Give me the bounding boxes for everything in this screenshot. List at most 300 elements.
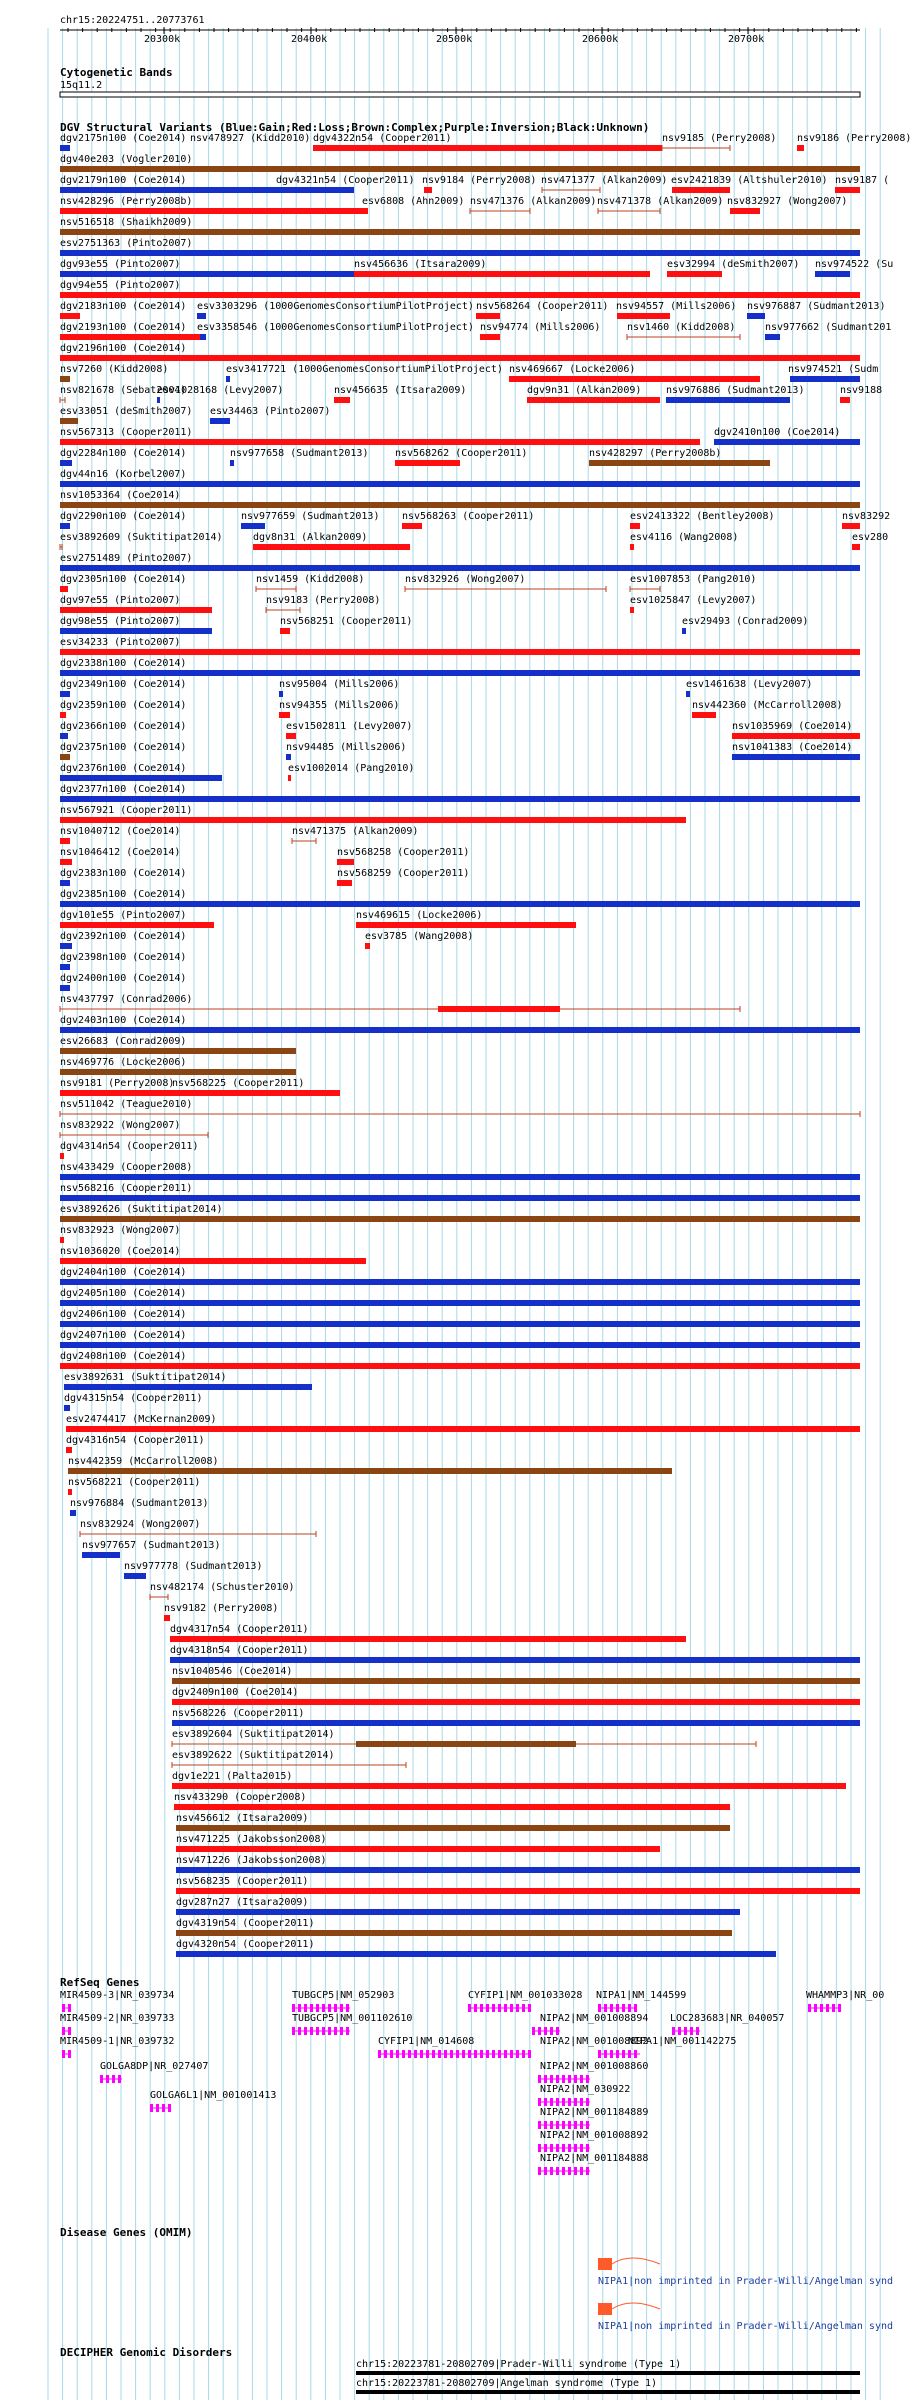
gene-exon[interactable] <box>544 2027 547 2035</box>
gene-exon[interactable] <box>522 2050 525 2058</box>
dgv-variant-label[interactable]: nsv1046412 (Coe2014) <box>60 847 181 858</box>
dgv-variant-label[interactable]: nsv471376 (Alkan2009) <box>470 196 597 207</box>
dgv-variant-bar[interactable] <box>667 271 722 277</box>
dgv-variant-label[interactable]: nsv974522 (Su <box>815 259 894 270</box>
dgv-variant-label[interactable]: nsv1040546 (Coe2014) <box>172 1666 293 1677</box>
dgv-variant-label[interactable]: dgv40e203 (Vogler2010) <box>60 154 193 165</box>
gene-exon[interactable] <box>68 2004 71 2012</box>
dgv-variant-bar[interactable] <box>60 502 860 508</box>
dgv-variant-label[interactable]: dgv8n31 (Alkan2009) <box>253 532 368 543</box>
gene-exon[interactable] <box>538 2144 541 2152</box>
dgv-variant-bar[interactable] <box>60 481 860 487</box>
dgv-variant-label[interactable]: dgv4322n54 (Cooper2011) <box>313 133 452 144</box>
dgv-variant-bar[interactable] <box>666 397 790 403</box>
gene-exon[interactable] <box>316 2004 319 2012</box>
gene-exon[interactable] <box>616 2050 619 2058</box>
refseq-gene-label[interactable]: NIPA2|NM_001008894 <box>540 2013 649 2024</box>
dgv-variant-bar[interactable] <box>60 1195 860 1201</box>
gene-exon[interactable] <box>574 2075 577 2083</box>
gene-exon[interactable] <box>334 2027 337 2035</box>
dgv-variant-bar[interactable] <box>424 187 432 193</box>
dgv-variant-label[interactable]: nsv567313 (Cooper2011) <box>60 427 193 438</box>
decipher-disorder-bar[interactable] <box>356 2390 860 2394</box>
gene-exon[interactable] <box>510 2004 513 2012</box>
dgv-variant-label[interactable]: nsv442359 (McCarroll2008) <box>68 1456 219 1467</box>
dgv-variant-label[interactable]: dgv2284n100 (Coe2014) <box>60 448 187 459</box>
gene-exon[interactable] <box>414 2050 417 2058</box>
dgv-variant-label[interactable]: dgv2400n100 (Coe2014) <box>60 973 187 984</box>
dgv-variant-bar[interactable] <box>253 544 410 550</box>
gene-exon[interactable] <box>62 2027 65 2035</box>
dgv-variant-label[interactable]: nsv568259 (Cooper2011) <box>337 868 470 879</box>
dgv-variant-label[interactable]: dgv2193n100 (Coe2014) <box>60 322 187 333</box>
dgv-variant-label[interactable]: esv26683 (Conrad2009) <box>60 1036 187 1047</box>
dgv-variant-bar[interactable] <box>527 397 660 403</box>
gene-exon[interactable] <box>292 2004 295 2012</box>
refseq-gene-label[interactable]: MIR4509-1|NR_039732 <box>60 2036 175 2047</box>
gene-exon[interactable] <box>690 2027 693 2035</box>
gene-exon[interactable] <box>492 2050 495 2058</box>
dgv-variant-label[interactable]: nsv568264 (Cooper2011) <box>476 301 609 312</box>
gene-exon[interactable] <box>556 2075 559 2083</box>
gene-exon[interactable] <box>684 2027 687 2035</box>
dgv-variant-bar[interactable] <box>365 943 370 949</box>
gene-exon[interactable] <box>346 2027 349 2035</box>
dgv-variant-label[interactable]: dgv2403n100 (Coe2014) <box>60 1015 187 1026</box>
gene-exon[interactable] <box>580 2121 583 2129</box>
dgv-variant-bar[interactable] <box>68 1468 672 1474</box>
dgv-variant-label[interactable]: nsv977658 (Sudmant2013) <box>230 448 369 459</box>
dgv-variant-bar[interactable] <box>64 1384 312 1390</box>
dgv-variant-label[interactable]: dgv2404n100 (Coe2014) <box>60 1267 187 1278</box>
dgv-variant-label[interactable]: dgv2376n100 (Coe2014) <box>60 763 187 774</box>
dgv-variant-bar[interactable] <box>835 187 860 193</box>
refseq-gene-label[interactable]: GOLGA6L1|NM_001001413 <box>150 2090 277 2101</box>
dgv-variant-label[interactable]: dgv101e55 (Pinto2007) <box>60 910 187 921</box>
dgv-variant-label[interactable]: nsv456635 (Itsara2009) <box>334 385 467 396</box>
dgv-variant-label[interactable]: nsv9186 (Perry2008) <box>797 133 911 144</box>
dgv-variant-bar[interactable] <box>60 565 860 571</box>
gene-exon[interactable] <box>68 2027 71 2035</box>
dgv-variant-label[interactable]: dgv287n27 (Itsara2009) <box>176 1897 309 1908</box>
dgv-variant-bar[interactable] <box>509 376 760 382</box>
refseq-gene-label[interactable]: NIPA2|NM_030922 <box>540 2084 631 2095</box>
dgv-variant-label[interactable]: nsv471377 (Alkan2009) <box>541 175 668 186</box>
dgv-variant-label[interactable]: dgv2359n100 (Coe2014) <box>60 700 187 711</box>
gene-exon[interactable] <box>156 2104 159 2112</box>
dgv-variant-bar[interactable] <box>630 607 634 613</box>
dgv-variant-bar[interactable] <box>60 460 72 466</box>
dgv-variant-bar[interactable] <box>354 271 650 277</box>
gene-exon[interactable] <box>162 2104 165 2112</box>
dgv-variant-bar[interactable] <box>732 733 860 739</box>
dgv-variant-label[interactable]: nsv428296 (Perry2008b) <box>60 196 193 207</box>
dgv-variant-bar[interactable] <box>714 439 860 445</box>
gene-exon[interactable] <box>580 2098 583 2106</box>
dgv-variant-label[interactable]: dgv4321n54 (Cooper2011) <box>276 175 415 186</box>
gene-exon[interactable] <box>826 2004 829 2012</box>
dgv-variant-label[interactable]: nsv1460 (Kidd2008) <box>627 322 736 333</box>
gene-exon[interactable] <box>628 2050 631 2058</box>
gene-exon[interactable] <box>586 2075 589 2083</box>
gene-exon[interactable] <box>538 2167 541 2175</box>
refseq-gene-label[interactable]: NIPA1|NM_144599 <box>596 1990 687 2001</box>
gene-exon[interactable] <box>586 2144 589 2152</box>
gene-exon[interactable] <box>390 2050 393 2058</box>
gene-exon[interactable] <box>538 2121 541 2129</box>
dgv-variant-label[interactable]: nsv9183 (Perry2008) <box>266 595 381 606</box>
gene-exon[interactable] <box>334 2004 337 2012</box>
dgv-variant-bar[interactable] <box>172 1783 846 1789</box>
dgv-variant-label[interactable]: nsv832923 (Wong2007) <box>60 1225 181 1236</box>
gene-exon[interactable] <box>504 2004 507 2012</box>
gene-exon[interactable] <box>304 2027 307 2035</box>
dgv-variant-label[interactable]: esv1502811 (Levy2007) <box>286 721 413 732</box>
gene-exon[interactable] <box>396 2050 399 2058</box>
dgv-variant-bar[interactable] <box>60 943 72 949</box>
gene-exon[interactable] <box>432 2050 435 2058</box>
dgv-variant-label[interactable]: nsv568225 (Cooper2011) <box>172 1078 305 1089</box>
refseq-gene-label[interactable]: MIR4509-3|NR_039734 <box>60 1990 175 2001</box>
dgv-variant-label[interactable]: esv2421839 (Altshuler2010) <box>671 175 828 186</box>
dgv-variant-label[interactable]: dgv1e221 (Palta2015) <box>172 1771 293 1782</box>
gene-exon[interactable] <box>568 2075 571 2083</box>
dgv-variant-bar[interactable] <box>286 754 291 760</box>
dgv-variant-bar[interactable] <box>60 250 860 256</box>
dgv-variant-bar[interactable] <box>630 544 634 550</box>
dgv-variant-label[interactable]: nsv976884 (Sudmant2013) <box>70 1498 209 1509</box>
dgv-variant-label[interactable]: dgv2196n100 (Coe2014) <box>60 343 187 354</box>
dgv-variant-label[interactable]: dgv4318n54 (Cooper2011) <box>170 1645 309 1656</box>
dgv-variant-label[interactable]: nsv1040712 (Coe2014) <box>60 826 181 837</box>
dgv-variant-bar[interactable] <box>60 649 860 655</box>
refseq-gene-label[interactable]: TUBGCP5|NM_052903 <box>292 1990 395 2001</box>
dgv-variant-bar[interactable] <box>60 1258 366 1264</box>
gene-exon[interactable] <box>580 2075 583 2083</box>
gene-exon[interactable] <box>550 2098 553 2106</box>
dgv-variant-bar[interactable] <box>732 754 860 760</box>
gene-exon[interactable] <box>832 2004 835 2012</box>
gene-exon[interactable] <box>474 2050 477 2058</box>
dgv-variant-label[interactable]: esv3785 (Wang2008) <box>365 931 474 942</box>
dgv-variant-bar[interactable] <box>313 145 662 151</box>
dgv-variant-label[interactable]: nsv568235 (Cooper2011) <box>176 1876 309 1887</box>
gene-exon[interactable] <box>672 2027 675 2035</box>
refseq-gene-label[interactable]: LOC283683|NR_040057 <box>670 2013 785 2024</box>
gene-exon[interactable] <box>516 2004 519 2012</box>
dgv-variant-bar[interactable] <box>286 733 296 739</box>
refseq-gene-label[interactable]: NIPA2|NM_001184889 <box>540 2107 649 2118</box>
dgv-variant-label[interactable]: esv4116 (Wang2008) <box>630 532 739 543</box>
gene-exon[interactable] <box>480 2004 483 2012</box>
gene-exon[interactable] <box>486 2050 489 2058</box>
gene-exon[interactable] <box>468 2004 471 2012</box>
dgv-variant-bar[interactable] <box>66 1447 72 1453</box>
dgv-variant-bar[interactable] <box>476 313 500 319</box>
gene-exon[interactable] <box>568 2144 571 2152</box>
dgv-variant-label[interactable]: nsv478927 (Kidd2010) <box>190 133 311 144</box>
gene-exon[interactable] <box>498 2050 501 2058</box>
gene-exon[interactable] <box>474 2004 477 2012</box>
gene-exon[interactable] <box>550 2027 553 2035</box>
gene-exon[interactable] <box>622 2050 625 2058</box>
dgv-variant-bar[interactable] <box>176 1951 776 1957</box>
dgv-variant-bar[interactable] <box>124 1573 146 1579</box>
dgv-variant-label[interactable]: esv1007853 (Pang2010) <box>630 574 757 585</box>
gene-exon[interactable] <box>574 2167 577 2175</box>
gene-exon[interactable] <box>550 2121 553 2129</box>
dgv-variant-bar[interactable] <box>60 691 70 697</box>
dgv-variant-bar[interactable] <box>842 523 860 529</box>
dgv-variant-bar[interactable] <box>66 1426 860 1432</box>
dgv-variant-bar[interactable] <box>840 397 850 403</box>
gene-exon[interactable] <box>310 2027 313 2035</box>
gene-exon[interactable] <box>562 2098 565 2106</box>
dgv-variant-label[interactable]: dgv2290n100 (Coe2014) <box>60 511 187 522</box>
dgv-variant-label[interactable]: nsv1041383 (Coe2014) <box>732 742 853 753</box>
dgv-variant-bar[interactable] <box>60 817 686 823</box>
gene-exon[interactable] <box>580 2144 583 2152</box>
gene-exon[interactable] <box>346 2004 349 2012</box>
dgv-variant-bar[interactable] <box>60 796 860 802</box>
gene-exon[interactable] <box>486 2004 489 2012</box>
dgv-variant-label[interactable]: dgv2407n100 (Coe2014) <box>60 1330 187 1341</box>
dgv-variant-bar[interactable] <box>60 670 860 676</box>
dgv-variant-bar[interactable] <box>402 523 422 529</box>
dgv-variant-bar[interactable] <box>60 901 860 907</box>
dgv-variant-label[interactable]: nsv974521 (Sudm <box>788 364 879 375</box>
gene-exon[interactable] <box>610 2004 613 2012</box>
gene-exon[interactable] <box>316 2027 319 2035</box>
dgv-variant-bar[interactable] <box>176 1846 660 1852</box>
dgv-variant-label[interactable]: nsv568251 (Cooper2011) <box>280 616 413 627</box>
gene-exon[interactable] <box>544 2121 547 2129</box>
dgv-variant-label[interactable]: esv2413322 (Bentley2008) <box>630 511 775 522</box>
gene-exon[interactable] <box>426 2050 429 2058</box>
dgv-variant-bar[interactable] <box>60 1153 64 1159</box>
gene-exon[interactable] <box>438 2050 441 2058</box>
dgv-variant-label[interactable]: nsv469615 (Locke2006) <box>356 910 483 921</box>
dgv-variant-bar[interactable] <box>797 145 804 151</box>
dgv-variant-bar[interactable] <box>337 880 352 886</box>
dgv-variant-label[interactable]: dgv2305n100 (Coe2014) <box>60 574 187 585</box>
dgv-variant-label[interactable]: dgv4319n54 (Cooper2011) <box>176 1918 315 1929</box>
gene-exon[interactable] <box>480 2050 483 2058</box>
dgv-variant-label[interactable]: dgv2406n100 (Coe2014) <box>60 1309 187 1320</box>
dgv-variant-label[interactable]: esv1025847 (Levy2007) <box>630 595 757 606</box>
dgv-variant-bar[interactable] <box>60 166 860 172</box>
gene-exon[interactable] <box>118 2075 121 2083</box>
dgv-variant-label[interactable]: nsv94355 (Mills2006) <box>279 700 400 711</box>
gene-exon[interactable] <box>556 2027 559 2035</box>
dgv-variant-bar[interactable] <box>480 334 500 340</box>
gene-exon[interactable] <box>292 2027 295 2035</box>
gene-exon[interactable] <box>62 2050 65 2058</box>
dgv-variant-label[interactable]: nsv511042 (Teague2010) <box>60 1099 193 1110</box>
gene-exon[interactable] <box>586 2098 589 2106</box>
dgv-variant-label[interactable]: nsv821678 (Sebat2004) <box>60 385 187 396</box>
gene-exon[interactable] <box>322 2004 325 2012</box>
gene-exon[interactable] <box>532 2027 535 2035</box>
gene-exon[interactable] <box>544 2167 547 2175</box>
dgv-variant-label[interactable]: dgv2377n100 (Coe2014) <box>60 784 187 795</box>
gene-exon[interactable] <box>550 2075 553 2083</box>
dgv-variant-label[interactable]: nsv832927 (Wong2007) <box>727 196 848 207</box>
dgv-variant-label[interactable]: esv32994 (deSmith2007) <box>667 259 800 270</box>
dgv-variant-bar[interactable] <box>60 775 222 781</box>
dgv-variant-label[interactable]: nsv9188 <box>840 385 883 396</box>
gene-exon[interactable] <box>378 2050 381 2058</box>
dgv-variant-label[interactable]: esv1002014 (Pang2010) <box>288 763 415 774</box>
gene-exon[interactable] <box>562 2121 565 2129</box>
dgv-variant-bar[interactable] <box>60 1174 860 1180</box>
refseq-gene-label[interactable]: NIPA2|NM_001184888 <box>540 2153 649 2164</box>
dgv-variant-label[interactable]: nsv9181 (Perry2008) <box>60 1078 175 1089</box>
dgv-variant-label[interactable]: nsv471378 (Alkan2009) <box>597 196 724 207</box>
dgv-variant-label[interactable]: esv2474417 (McKernan2009) <box>66 1414 217 1425</box>
gene-exon[interactable] <box>498 2004 501 2012</box>
dgv-variant-label[interactable]: nsv433290 (Cooper2008) <box>174 1792 307 1803</box>
dgv-variant-label[interactable]: nsv568262 (Cooper2011) <box>395 448 528 459</box>
gene-exon[interactable] <box>408 2050 411 2058</box>
gene-exon[interactable] <box>538 2075 541 2083</box>
gene-exon[interactable] <box>402 2050 405 2058</box>
dgv-variant-label[interactable]: nsv482174 (Schuster2010) <box>150 1582 295 1593</box>
dgv-variant-label[interactable]: dgv93e55 (Pinto2007) <box>60 259 181 270</box>
dgv-variant-label[interactable]: nsv568221 (Cooper2011) <box>68 1477 201 1488</box>
gene-exon[interactable] <box>562 2075 565 2083</box>
dgv-variant-bar[interactable] <box>815 271 850 277</box>
dgv-variant-label[interactable]: dgv2408n100 (Coe2014) <box>60 1351 187 1362</box>
dgv-variant-bar[interactable] <box>176 1825 730 1831</box>
dgv-variant-label[interactable]: dgv94e55 (Pinto2007) <box>60 280 181 291</box>
dgv-variant-bar[interactable] <box>60 1279 860 1285</box>
gene-exon[interactable] <box>456 2050 459 2058</box>
dgv-variant-bar[interactable] <box>230 460 234 466</box>
dgv-variant-label[interactable]: dgv4320n54 (Cooper2011) <box>176 1939 315 1950</box>
dgv-variant-label[interactable]: dgv2410n100 (Coe2014) <box>714 427 841 438</box>
gene-exon[interactable] <box>62 2004 65 2012</box>
dgv-variant-label[interactable]: esv34463 (Pinto2007) <box>210 406 331 417</box>
gene-exon[interactable] <box>538 2098 541 2106</box>
dgv-variant-label[interactable]: nsv568226 (Cooper2011) <box>172 1708 305 1719</box>
gene-exon[interactable] <box>838 2004 841 2012</box>
gene-exon[interactable] <box>450 2050 453 2058</box>
dgv-variant-label[interactable]: nsv9187 ( <box>835 175 890 186</box>
decipher-disorder-bar[interactable] <box>356 2371 860 2375</box>
dgv-variant-label[interactable]: esv3892626 (Suktitipat2014) <box>60 1204 223 1215</box>
refseq-gene-label[interactable]: CYFIP1|NM_001033028 <box>468 1990 583 2001</box>
dgv-variant-label[interactable]: dgv4316n54 (Cooper2011) <box>66 1435 205 1446</box>
dgv-variant-bar[interactable] <box>617 313 670 319</box>
gene-exon[interactable] <box>538 2027 541 2035</box>
dgv-variant-label[interactable]: nsv568216 (Cooper2011) <box>60 1183 193 1194</box>
dgv-variant-label[interactable]: nsv437797 (Conrad2006) <box>60 994 193 1005</box>
gene-exon[interactable] <box>634 2004 637 2012</box>
gene-exon[interactable] <box>586 2167 589 2175</box>
gene-exon[interactable] <box>616 2004 619 2012</box>
dgv-variant-label[interactable]: nsv456636 (Itsara2009) <box>354 259 487 270</box>
dgv-variant-label[interactable]: dgv4314n54 (Cooper2011) <box>60 1141 199 1152</box>
dgv-variant-label[interactable]: nsv568258 (Cooper2011) <box>337 847 470 858</box>
gene-exon[interactable] <box>492 2004 495 2012</box>
gene-exon[interactable] <box>604 2050 607 2058</box>
gene-exon[interactable] <box>544 2098 547 2106</box>
dgv-variant-label[interactable]: dgv2375n100 (Coe2014) <box>60 742 187 753</box>
dgv-variant-label[interactable]: nsv456612 (Itsara2009) <box>176 1813 309 1824</box>
dgv-variant-bar[interactable] <box>172 1678 860 1684</box>
dgv-variant-label[interactable]: dgv2175n100 (Coe2014) <box>60 133 187 144</box>
dgv-variant-label[interactable]: dgv2392n100 (Coe2014) <box>60 931 187 942</box>
omim-disease-label[interactable]: NIPA1|non imprinted in Prader-Willi/Angelman synd <box>598 2321 894 2332</box>
gene-exon[interactable] <box>340 2027 343 2035</box>
dgv-variant-bar[interactable] <box>226 376 230 382</box>
dgv-variant-bar[interactable] <box>176 1888 860 1894</box>
dgv-variant-bar[interactable] <box>60 208 362 214</box>
dgv-variant-label[interactable]: dgv2366n100 (Coe2014) <box>60 721 187 732</box>
dgv-variant-bar[interactable] <box>70 1510 76 1516</box>
gene-exon[interactable] <box>598 2004 601 2012</box>
gene-exon[interactable] <box>340 2004 343 2012</box>
dgv-variant-bar[interactable] <box>288 775 291 781</box>
dgv-variant-bar[interactable] <box>64 1405 70 1411</box>
gene-exon[interactable] <box>420 2050 423 2058</box>
dgv-variant-bar[interactable] <box>60 712 66 718</box>
dgv-variant-label[interactable]: esv6808 (Ahn2009) <box>362 196 465 207</box>
dgv-variant-bar[interactable] <box>174 1804 730 1810</box>
gene-exon[interactable] <box>504 2050 507 2058</box>
dgv-variant-label[interactable]: dgv9n31 (Alkan2009) <box>527 385 642 396</box>
dgv-variant-label[interactable]: nsv1053364 (Coe2014) <box>60 490 181 501</box>
dgv-variant-bar[interactable] <box>60 1090 340 1096</box>
dgv-variant-label[interactable]: nsv976886 (Sudmant2013) <box>666 385 805 396</box>
gene-exon[interactable] <box>100 2075 103 2083</box>
dgv-variant-bar[interactable] <box>356 922 576 928</box>
dgv-variant-label[interactable]: nsv977659 (Sudmant2013) <box>241 511 380 522</box>
dgv-variant-bar[interactable] <box>200 334 206 340</box>
dgv-variant-label[interactable]: nsv469667 (Locke2006) <box>509 364 636 375</box>
dgv-variant-bar[interactable] <box>60 523 70 529</box>
gene-exon[interactable] <box>384 2050 387 2058</box>
dgv-variant-label[interactable]: nsv469776 (Locke2006) <box>60 1057 187 1068</box>
gene-exon[interactable] <box>550 2144 553 2152</box>
dgv-variant-label[interactable]: nsv83292 <box>842 511 891 522</box>
dgv-variant-bar[interactable] <box>672 187 730 193</box>
gene-exon[interactable] <box>544 2144 547 2152</box>
dgv-variant-bar[interactable] <box>395 460 460 466</box>
dgv-variant-bar[interactable] <box>438 1006 560 1012</box>
gene-exon[interactable] <box>112 2075 115 2083</box>
dgv-variant-label[interactable]: dgv4315n54 (Cooper2011) <box>64 1393 203 1404</box>
gene-exon[interactable] <box>298 2027 301 2035</box>
dgv-variant-label[interactable]: nsv9182 (Perry2008) <box>164 1603 279 1614</box>
refseq-gene-label[interactable]: NIPA2|NM_001008892 <box>540 2130 649 2141</box>
gene-exon[interactable] <box>150 2104 153 2112</box>
gene-exon[interactable] <box>328 2004 331 2012</box>
gene-exon[interactable] <box>634 2050 637 2058</box>
dgv-variant-bar[interactable] <box>60 1363 860 1369</box>
dgv-variant-label[interactable]: nsv977778 (Sudmant2013) <box>124 1561 263 1572</box>
dgv-variant-bar[interactable] <box>765 334 780 340</box>
dgv-variant-label[interactable]: esv3303296 (1000GenomesConsortiumPilotProject) <box>197 301 474 312</box>
dgv-variant-bar[interactable] <box>60 376 70 382</box>
dgv-variant-bar[interactable] <box>60 1321 860 1327</box>
dgv-variant-bar[interactable] <box>60 838 70 844</box>
dgv-variant-label[interactable]: nsv977657 (Sudmant2013) <box>82 1540 221 1551</box>
dgv-variant-label[interactable]: esv3892631 (Suktitipat2014) <box>64 1372 227 1383</box>
dgv-variant-bar[interactable] <box>686 691 690 697</box>
gene-exon[interactable] <box>462 2050 465 2058</box>
